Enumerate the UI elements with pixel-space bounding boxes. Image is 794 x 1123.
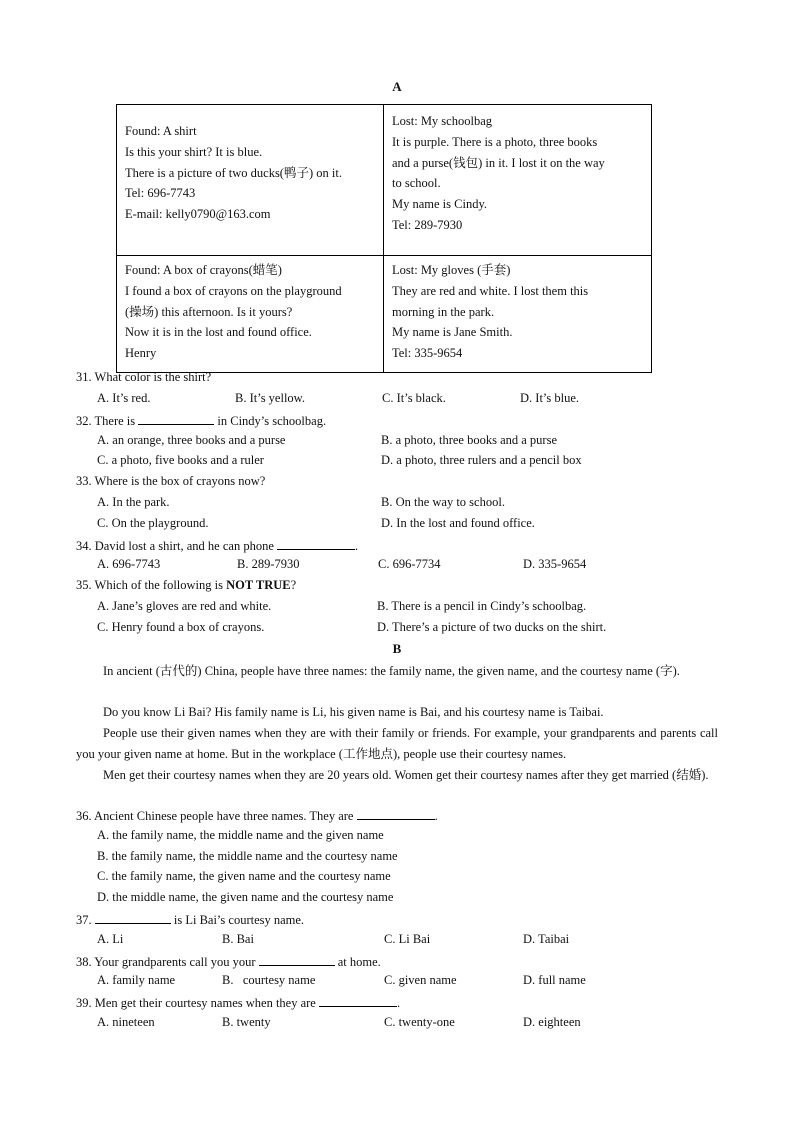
question-39-option-c[interactable]: C. twenty-one [384, 1015, 455, 1029]
paragraph-text: Men get their courtesy names when they are 20 years old. Women get their courtesy names after they get married (结婚). [103, 768, 709, 782]
question-38-stem [76, 953, 381, 970]
passage-paragraph-3 [76, 723, 718, 765]
notice-line: morning in the park. [392, 304, 495, 319]
question-39-stem [76, 994, 400, 1011]
notice-line: Lost: My gloves (手套) [392, 263, 511, 277]
answer-blank[interactable] [95, 911, 171, 924]
stem-text: 38. Your grandparents call you your [76, 955, 256, 969]
question-31-stem: 31. What color is the shirt? [76, 370, 212, 384]
question-36-stem [76, 807, 438, 824]
question-32-option-a[interactable]: A. an orange, three books and a purse [97, 433, 286, 447]
answer-blank[interactable] [259, 953, 335, 966]
notice-line: Lost: My schoolbag [392, 114, 492, 128]
question-31-option-c[interactable]: C. It’s black. [382, 391, 446, 405]
stem-text: . [434, 809, 438, 823]
stem-emphasis: NOT TRUE [226, 578, 291, 592]
question-34-stem [76, 537, 358, 554]
notice-line: My name is Jane Smith. [392, 325, 513, 340]
notice-line: (操场) this afternoon. Is it yours? [125, 304, 293, 319]
notice-line: They are red and white. I lost them this [392, 283, 589, 298]
stem-text: 36. Ancient Chinese people have three names. They are [76, 809, 354, 823]
question-35-option-d[interactable]: D. There’s a picture of two ducks on the shirt. [377, 620, 607, 634]
notice-line: My name is Cindy. [392, 197, 488, 212]
notice-line: Tel: 335-9654 [392, 346, 463, 361]
stem-text: in Cindy’s schoolbag. [217, 414, 327, 428]
question-34-option-a[interactable]: A. 696-7743 [97, 557, 161, 571]
lost-found-table [116, 104, 652, 373]
question-35-stem [76, 578, 296, 593]
notice-line: E-mail: kelly0790@163.com [125, 207, 271, 222]
question-37-option-c[interactable]: C. Li Bai [384, 932, 431, 946]
notice-line: There is a picture of two ducks(鸭子) on it. [125, 165, 342, 180]
notice-lost-schoolbag [384, 105, 652, 256]
stem-text: 35. Which of the following is [76, 578, 223, 592]
answer-blank[interactable] [277, 537, 355, 550]
stem-text: ? [290, 578, 297, 592]
question-37-option-a[interactable]: A. Li [97, 932, 124, 946]
stem-text: . [355, 539, 359, 553]
notice-line: and a purse(钱包) in it. I lost it on the way [392, 155, 605, 170]
question-33-option-a[interactable]: A. In the park. [97, 495, 170, 509]
question-36-option-b[interactable]: B. the family name, the middle name and the courtesy name [97, 849, 398, 863]
question-38-option-a[interactable]: A. family name [97, 973, 176, 987]
notice-line: I found a box of crayons on the playground [125, 283, 342, 298]
stem-text: is Li Bai’s courtesy name. [173, 913, 305, 927]
notice-lost-gloves [384, 256, 652, 373]
notice-line: Tel: 696-7743 [125, 186, 196, 201]
stem-text: 34. David lost a shirt, and he can phone [76, 539, 274, 553]
question-31-option-b[interactable]: B. It’s yellow. [235, 391, 306, 405]
question-36-option-a[interactable]: A. the family name, the middle name and the given name [97, 828, 384, 842]
question-33-option-d[interactable]: D. In the lost and found office. [381, 516, 535, 530]
stem-text: . [396, 996, 401, 1010]
notice-found-shirt [117, 105, 384, 256]
question-35-option-b[interactable]: B. There is a pencil in Cindy’s schoolbag. [377, 599, 587, 613]
paragraph-text: Do you know Li Bai? His family name is Li, his given name is Bai, and his courtesy name is Taibai. [103, 705, 604, 719]
question-38-option-b[interactable]: B. courtesy name [222, 973, 316, 987]
stem-text: 32. There is [76, 414, 136, 428]
notice-found-crayons [117, 256, 384, 373]
paragraph-text: In ancient (古代的) China, people have three names: the family name, the given name, and the courtesy name (字). [103, 664, 680, 678]
answer-blank[interactable] [357, 807, 435, 820]
question-34-option-d[interactable]: D. 335-9654 [523, 557, 587, 571]
question-35-option-c[interactable]: C. Henry found a box of crayons. [97, 620, 265, 634]
passage-paragraph-4 [76, 765, 718, 786]
question-37-stem [76, 911, 304, 928]
question-39-option-d[interactable]: D. eighteen [523, 1015, 581, 1029]
notice-line: to school. [392, 176, 441, 191]
question-39-option-a[interactable]: A. nineteen [97, 1015, 155, 1029]
notice-line: Henry [125, 346, 157, 361]
stem-text: 37. [76, 913, 92, 927]
question-34-option-c[interactable]: C. 696-7734 [378, 557, 441, 571]
question-35-option-a[interactable]: A. Jane’s gloves are red and white. [97, 599, 272, 613]
passage-paragraph-1 [76, 661, 718, 682]
question-38-option-d[interactable]: D. full name [523, 973, 586, 987]
answer-blank[interactable] [138, 412, 214, 425]
notice-line: Now it is in the lost and found office. [125, 325, 312, 340]
question-37-option-b[interactable]: B. Bai [222, 932, 254, 946]
section-b-title: B [392, 641, 402, 656]
section-a-title: A [392, 79, 402, 94]
question-33-option-c[interactable]: C. On the playground. [97, 516, 209, 530]
question-31-option-a[interactable]: A. It’s red. [97, 391, 151, 405]
notice-line: It is purple. There is a photo, three books [392, 134, 598, 149]
question-38-option-c[interactable]: C. given name [384, 973, 457, 987]
question-37-option-d[interactable]: D. Taibai [523, 932, 570, 946]
question-33-option-b[interactable]: B. On the way to school. [381, 495, 505, 509]
question-36-option-d[interactable]: D. the middle name, the given name and the courtesy name [97, 890, 394, 904]
question-32-option-b[interactable]: B. a photo, three books and a purse [381, 433, 558, 447]
question-34-option-b[interactable]: B. 289-7930 [237, 557, 300, 571]
stem-text: at home. [337, 955, 381, 969]
notice-line: Found: A box of crayons(蜡笔) [125, 263, 282, 277]
passage-paragraph-2 [76, 702, 718, 723]
notice-line: Is this your shirt? It is blue. [125, 144, 263, 159]
question-33-stem: 33. Where is the box of crayons now? [76, 474, 266, 488]
question-32-option-d[interactable]: D. a photo, three rulers and a pencil box [381, 453, 582, 467]
paragraph-text: People use their given names when they are with their family or friends. For example, your grandparents and parents call you your given name at home. But in the workplace (工作地点), people use their courtesy names. [76, 726, 718, 761]
notice-line: Tel: 289-7930 [392, 217, 463, 232]
question-32-stem [76, 412, 326, 429]
question-31-option-d[interactable]: D. It’s blue. [520, 391, 580, 405]
question-32-option-c[interactable]: C. a photo, five books and a ruler [97, 453, 264, 467]
question-36-option-c[interactable]: C. the family name, the given name and the courtesy name [97, 869, 391, 883]
notice-line: Found: A shirt [125, 124, 197, 138]
question-39-option-b[interactable]: B. twenty [222, 1015, 271, 1029]
answer-blank[interactable] [319, 994, 397, 1007]
stem-text: 39. Men get their courtesy names when they are [76, 996, 316, 1010]
